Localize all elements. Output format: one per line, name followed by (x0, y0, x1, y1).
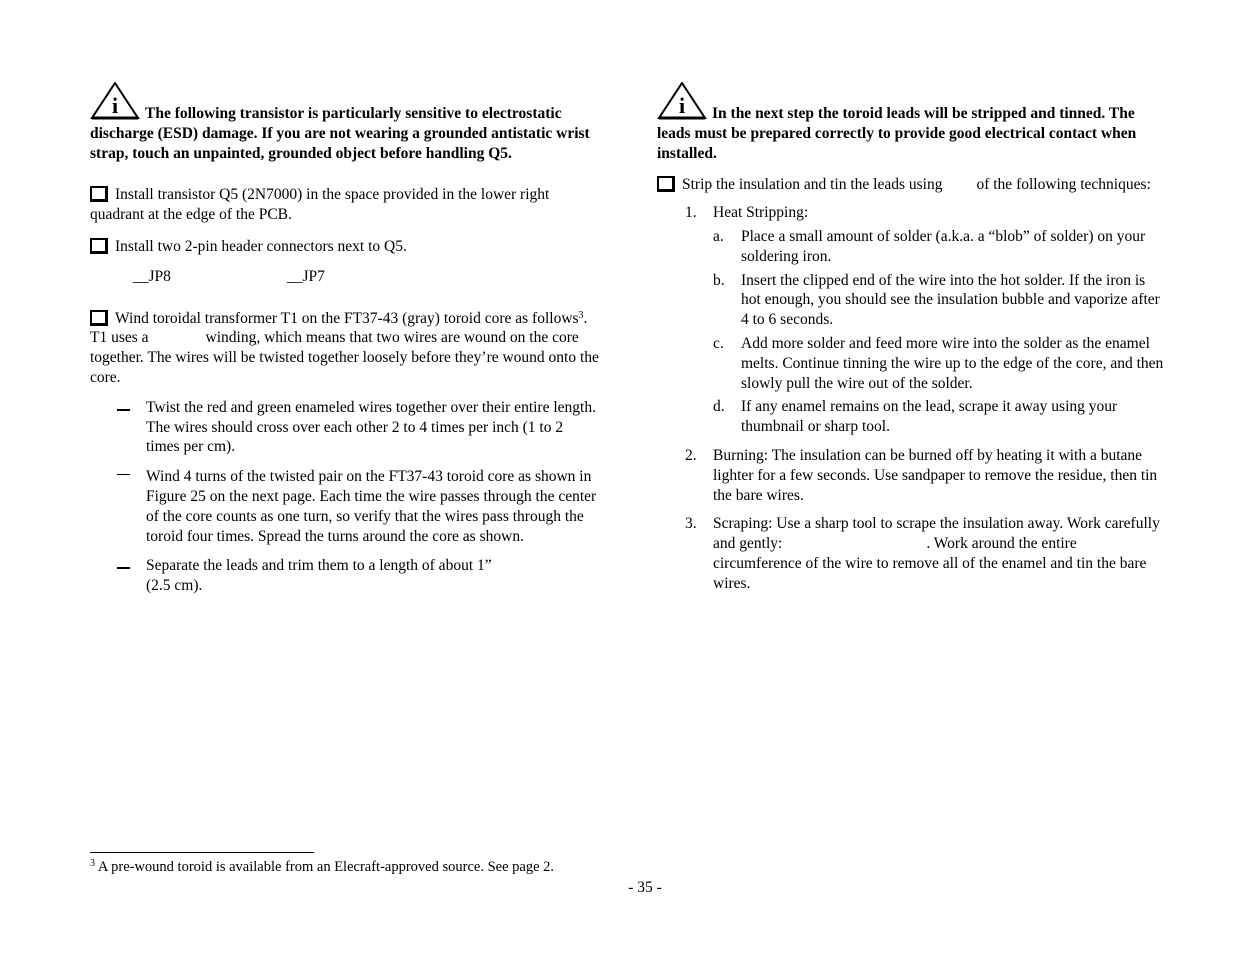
subitem-text: Insert the clipped end of the wire into the hot solder. If the iron is hot enough, you should see the insulation bubble and vaporize after 4 to 6 seconds. (741, 271, 1160, 329)
step-text: . T1 uses a (90, 309, 588, 347)
footnote-ref: 3 (578, 309, 584, 321)
item-text: Burning: The insulation can be burned off by heating it with a butane lighter for a few seconds. Use sandpaper to remove the residue, then tin the bare wires. (713, 446, 1158, 504)
page-number: - 35 - (628, 879, 662, 896)
sub-checkbox-icon[interactable] (117, 409, 130, 411)
item-text: Heat Stripping: (713, 204, 809, 222)
technique-1 (657, 203, 1167, 223)
item-number: 1. (685, 204, 697, 222)
technique-3 (657, 514, 1167, 593)
checkbox-icon[interactable] (90, 238, 108, 254)
technique-1a (657, 227, 1167, 267)
subitem-text: If any enamel remains on the lead, scrape it away using your thumbnail or sharp tool. (741, 398, 1118, 436)
substep-trim (90, 556, 600, 596)
step-strip-leads (657, 175, 1167, 195)
substep-text: Separate the leads and trim them to a length of about 1” (2.5 cm). (146, 557, 492, 595)
info-warning-icon (90, 82, 140, 120)
subitem-letter: b. (713, 271, 725, 289)
right-column (657, 82, 1167, 594)
checkbox-icon[interactable] (90, 186, 108, 202)
svg-text:i: i (678, 93, 686, 118)
item-number: 2. (685, 446, 697, 464)
technique-2 (657, 446, 1167, 505)
footnote (90, 858, 554, 878)
sub-checkbox-icon[interactable] (117, 474, 130, 475)
svg-text:i: i (111, 93, 119, 118)
footnote-text: A pre-wound toroid is available from an Elecraft-approved source. See page 2. (95, 859, 555, 875)
header-labels (90, 267, 600, 287)
footnote-separator (90, 852, 314, 853)
technique-1c (657, 334, 1167, 393)
subitem-text: Add more solder and feed more wire into the solder as the enamel melts. Continue tinning the wire up to the edge of the core, and then slowly pull the wire out of the solder. (741, 334, 1164, 392)
subitem-text: Place a small amount of solder (a.k.a. a “blob” of solder) on your soldering iron. (741, 227, 1146, 265)
esd-warning (90, 82, 600, 163)
step-text: Strip the insulation and tin the leads using (682, 176, 943, 194)
checkbox-icon[interactable] (657, 176, 675, 192)
left-column (90, 82, 600, 596)
checkbox-icon[interactable] (90, 310, 108, 326)
subitem-letter: a. (713, 227, 724, 245)
step-install-headers (90, 237, 600, 257)
step-text: Install transistor Q5 (2N7000) in the space provided in the lower right quadrant at the edge of the PCB. (90, 186, 550, 224)
substep-wind (90, 467, 600, 546)
step-install-q5 (90, 185, 600, 225)
item-text: Scraping: Use a sharp tool to scrape the insulation away. Work carefully and gently: (713, 515, 1160, 553)
item-text: . Work around the entire circumference of the wire to remove all of the enamel and tin the bare wires. (713, 535, 1147, 592)
info-warning-icon (657, 82, 707, 120)
substep-text: Wind 4 turns of the twisted pair on the FT37-43 toroid core as shown in Figure 25 on the next page. Each time the wire passes through the center of the core counts as one turn, so verify that the wires pass through the toroid four times. Spread the turns around the core as shown. (146, 468, 597, 545)
esd-warning-text: The following transistor is particularly sensitive to electrostatic discharge (ESD) damage. If you are not wearing a grounded antistatic wrist strap, touch an unpainted, grounded object before handling Q5. (90, 105, 590, 162)
step-text: Wind toroidal transformer T1 on the FT37-43 (gray) toroid core as follows (115, 309, 579, 327)
step-text: of the following techniques: (976, 176, 1151, 194)
footnote-marker: 3 (90, 858, 95, 869)
subitem-letter: d. (713, 398, 725, 416)
technique-1d (657, 397, 1167, 437)
step-text: winding, which means that two wires are wound on the core together. The wires will be twisted together loosely before they’re wound onto the core. (90, 329, 599, 386)
item-number: 3. (685, 515, 697, 533)
substep-text: Twist the red and green enameled wires together over their entire length. The wires should cross over each other 2 to 4 times per inch (1 to 2 times per cm). (146, 398, 596, 456)
strip-warning-text: In the next step the toroid leads will be stripped and tinned. The leads must be prepared correctly to provide good electrical contact when installed. (657, 105, 1137, 162)
jp7-label: __JP7 (287, 267, 325, 285)
step-text: Install two 2-pin header connectors next to Q5. (115, 237, 407, 255)
sub-checkbox-icon[interactable] (117, 567, 130, 569)
substep-twist (90, 398, 600, 457)
technique-1b (657, 271, 1167, 330)
jp8-label: __JP8 (133, 267, 171, 285)
subitem-letter: c. (713, 334, 724, 352)
strip-warning (657, 82, 1167, 163)
step-wind-t1 (90, 309, 600, 388)
